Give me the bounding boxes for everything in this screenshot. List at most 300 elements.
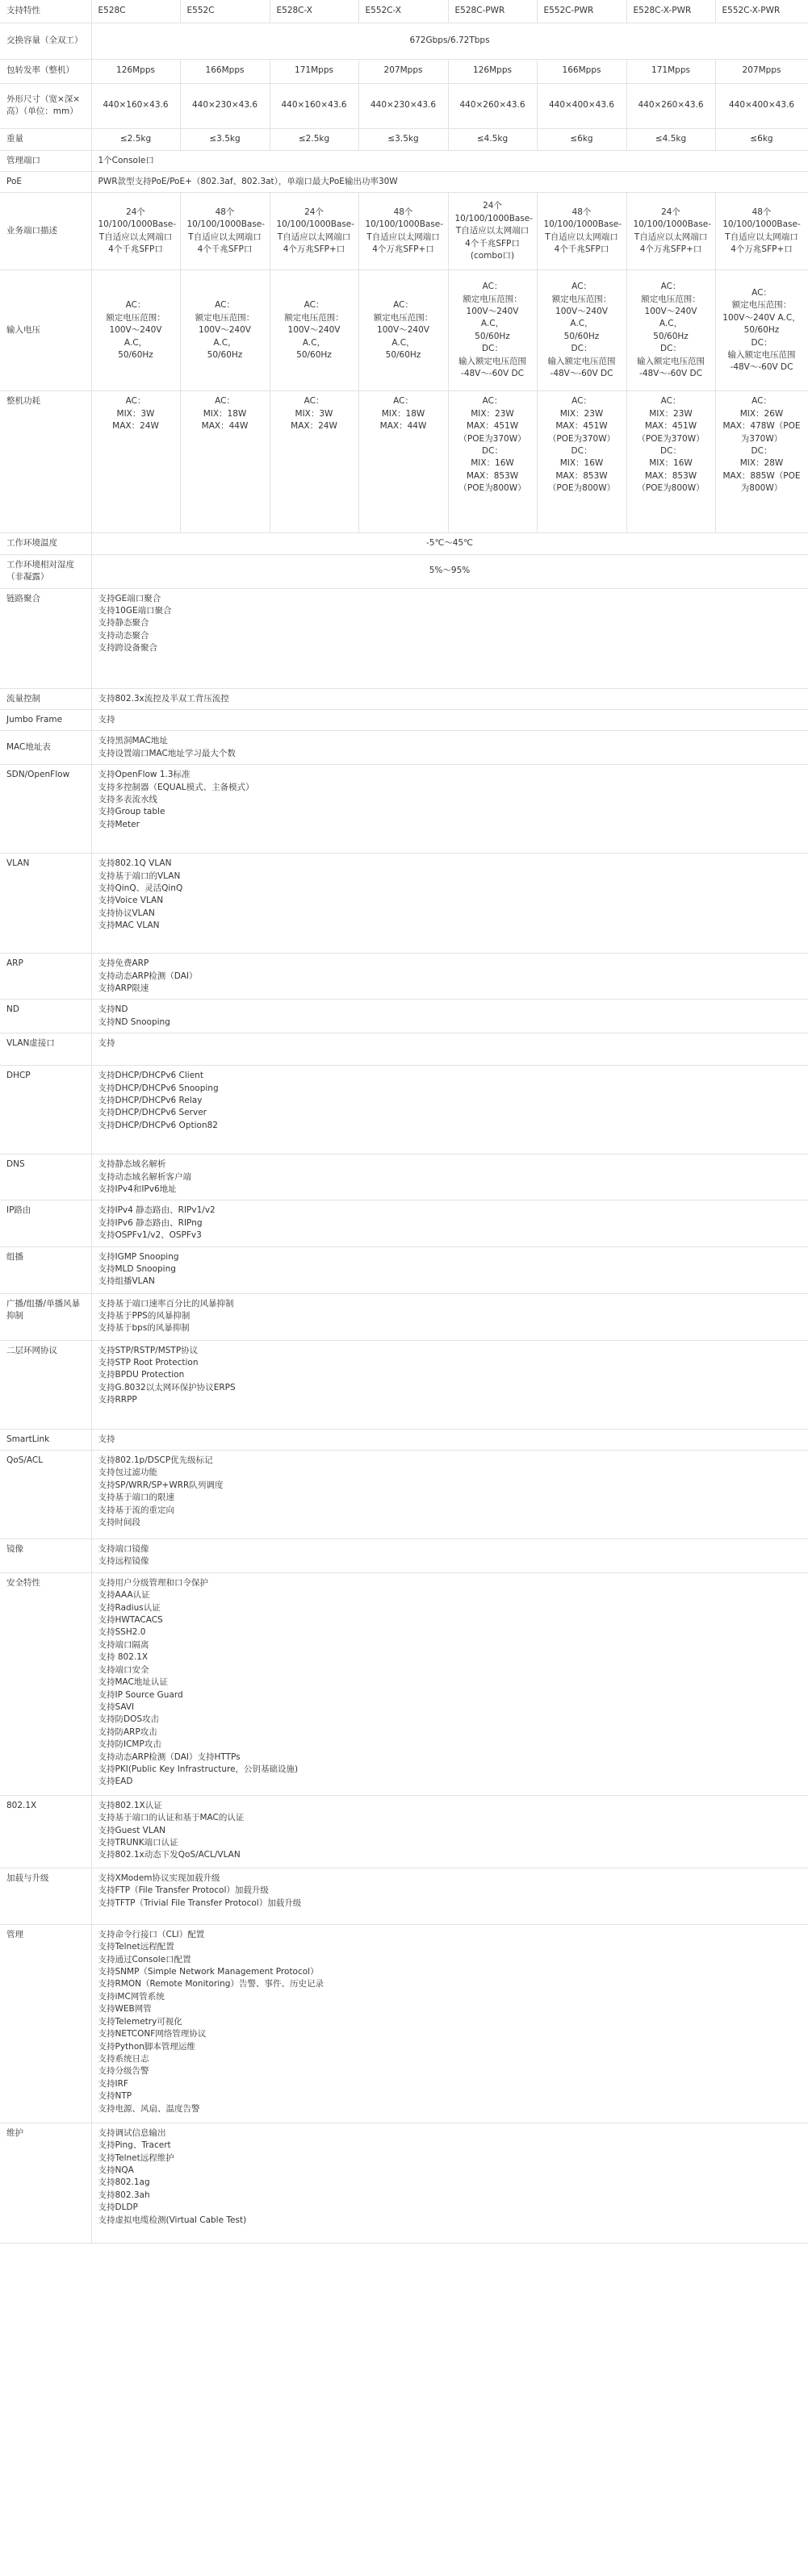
feature-item: 支持DHCP/DHCPv6 Option82 [98,1120,218,1130]
spec-row-upgrade [0,1868,808,1924]
model-value: ≤6kg [715,128,808,150]
row-label: 交换容量（全双工） [0,23,91,59]
feature-item: 支持动态ARP检测（DAI） [98,971,198,981]
model-value [715,193,808,270]
value-line: 50/60Hz [118,349,153,360]
value-line: AC： [304,396,324,407]
model-header: E528C-X-PWR [626,0,715,23]
feature-item: 支持DHCP/DHCPv6 Snooping [98,1083,219,1093]
value-line: MAX：853W（POE为800W） [458,470,526,494]
feature-item: 支持分级告警 [98,2066,149,2077]
row-label: 镜像 [0,1539,91,1573]
model-value: ≤6kg [537,128,626,150]
model-value: 440×160×43.6 [91,83,180,128]
value-line: 48个 [571,207,592,217]
value-line: 50/60Hz [563,331,600,341]
feature-item: 支持IGMP Snooping [98,1251,179,1262]
feature-item: 支持NTP [98,2091,132,2102]
feature-item: 支持静态域名解析 [98,1159,166,1170]
model-value [715,391,808,533]
feature-list [91,1924,808,2123]
feature-item: 支持Ping、Tracert [98,2140,171,2151]
spec-row-flow-ctrl [0,688,808,709]
value-line: 额定电压范围： [284,312,344,323]
feature-item: 支持Radius认证 [98,1602,161,1613]
feature-item: 支持XModem协议实现加载升级 [98,1873,220,1883]
feature-item: 支持端口镜像 [98,1544,149,1555]
feature-item: 支持EAD [98,1776,133,1787]
spec-row-dot1x [0,1795,808,1868]
value-line: AC： [215,300,235,311]
row-label: VLAN虚接口 [0,1033,91,1066]
value-line: DC： [660,445,681,456]
feature-item: 支持基于端口速率百分比的风暴抑制 [98,1298,234,1309]
row-label: 加载与升级 [0,1868,91,1924]
value-line: 50/60Hz [653,331,689,341]
value-line: 输入额定电压范围 [727,349,796,360]
value-line: 输入额定电压范围 [637,356,705,366]
model-header: E528C-X [270,0,358,23]
value-line: MAX：451W（POE为370W） [458,421,526,444]
value-line: AC： [571,396,592,407]
feature-item: 支持端口隔离 [98,1639,149,1650]
model-value [626,391,715,533]
header-row [0,0,808,23]
feature-item: 支持NETCONF网络管理协议 [98,2029,207,2040]
value-line: 10/100/1000Base-T自适应以太网端口 [276,219,355,242]
feature-list [91,854,808,954]
feature-list [91,1795,808,1868]
row-label: QoS/ACL [0,1451,91,1539]
spec-row-link-agg [0,588,808,688]
feature-list [91,1868,808,1924]
feature-item: 支持系统日志 [98,2053,149,2064]
value-line: MAX：24W [112,421,159,432]
feature-item: 支持端口安全 [98,1664,149,1675]
spec-row-l2-ring [0,1340,808,1429]
feature-item: 支持动态域名解析客户端 [98,1171,191,1182]
value-line: 50/60Hz [296,349,332,360]
feature-item: 支持组播VLAN [98,1276,155,1287]
value-line: 50/60Hz [207,349,243,360]
value-line: (combo口) [470,250,515,261]
value-line: 10/100/1000Base-T自适应以太网端口 [722,219,801,242]
row-label: 二层环网协议 [0,1340,91,1429]
value-line: AC： [751,287,772,298]
model-value: 207Mpps [358,59,448,83]
value-line: DC： [571,344,592,354]
row-label: 工作环境相对湿度（非凝露） [0,554,91,588]
feature-item: 支持QinQ、灵活QinQ [98,883,183,893]
feature-item: 支持 [98,1434,115,1444]
value-line: AC： [215,396,235,407]
feature-item: 支持Telnet远程维护 [98,2152,174,2163]
spec-row-sdn [0,765,808,854]
model-value [537,391,626,533]
spec-row-smartlink [0,1429,808,1450]
value-line: MIX：26W [739,408,784,419]
value-line: 100V～240V A.C， [199,325,251,348]
row-label: 802.1X [0,1795,91,1868]
model-value: 440×230×43.6 [358,83,448,128]
spec-row-dimensions [0,83,808,128]
feature-item: 支持SAVI [98,1701,135,1712]
feature-item: 支持时间段 [98,1518,140,1528]
feature-list [91,709,808,730]
feature-item: 支持IPv6 静态路由、RIPng [98,1217,203,1228]
spec-row-vlan [0,854,808,954]
feature-item: 支持Group table [98,807,165,817]
model-value [91,270,180,391]
value-line: 4个千兆SFP口 [465,238,520,248]
feature-item: 支持DHCP/DHCPv6 Relay [98,1096,203,1105]
spec-row-mirror [0,1539,808,1573]
spec-row-ip-routing [0,1200,808,1246]
feature-item: 支持动态ARP检测（DAI）支持HTTPs [98,1751,241,1762]
feature-list [91,1246,808,1293]
value-line: 10/100/1000Base-T自适应以太网端口 [98,219,177,242]
feature-list [91,954,808,1000]
value-line: MAX：451W（POE为370W） [547,421,616,444]
value-line: 100V～240V A.C， [377,325,429,348]
feature-list [91,2123,808,2243]
feature-item: 支持FTP（File Transfer Protocol）加载升级 [98,1885,269,1896]
feature-item: 支持AAA认证 [98,1590,150,1601]
row-label: 输入电压 [0,270,91,391]
model-value: ≤4.5kg [448,128,537,150]
model-value: 171Mpps [270,59,358,83]
spec-row-arp [0,954,808,1000]
value-line: MIX：3W [116,408,155,419]
feature-item: 支持防ICMP攻击 [98,1739,161,1750]
value-line: 100V～240V A.C， [109,325,162,348]
value-line: 50/60Hz [743,325,780,336]
model-value: ≤2.5kg [270,128,358,150]
feature-item: 1个Console口 [98,155,154,165]
spec-row-poe [0,171,808,192]
feature-list [91,171,808,192]
value-line: 额定电压范围： [551,294,612,304]
spec-row-dns [0,1154,808,1200]
feature-item: 支持ARP限速 [98,983,149,993]
row-label: 流量控制 [0,688,91,709]
value-line: MIX：23W [649,408,693,419]
feature-item: 支持防ARP攻击 [98,1726,157,1737]
model-value [626,270,715,391]
value-line: 48个 [751,207,772,217]
value-line: -48V～-60V DC [639,369,702,379]
model-value: 440×400×43.6 [537,83,626,128]
value-line: AC： [660,282,681,292]
value-line: 100V～240V A.C， [555,307,608,329]
value-line: AC： [571,282,592,292]
value-line: -48V～-60V DC [461,369,524,379]
model-value: ≤4.5kg [626,128,715,150]
feature-item: 支持基于bps的风暴抑制 [98,1323,190,1334]
feature-list [91,588,808,688]
row-label: 整机功耗 [0,391,91,533]
feature-item: 支持调试信息输出 [98,2127,166,2138]
feature-item: 支持DLDP [98,2202,138,2213]
spec-row-service-ports [0,193,808,270]
value-line: 额定电压范围： [731,300,792,311]
value-line: 48个 [215,207,235,217]
spec-row-dhcp [0,1066,808,1154]
feature-item: 支持IPv4 静态路由、RIPv1/v2 [98,1205,216,1216]
feature-item: 支持WEB网管 [98,2004,152,2014]
spec-row-qos [0,1451,808,1539]
feature-item: 支持MAC地址认证 [98,1677,168,1688]
feature-item: 支持iMC网管系统 [98,1991,165,2002]
row-label: 管理 [0,1924,91,2123]
value-line: 4个万兆SFP+口 [283,244,345,255]
feature-list [91,731,808,765]
value-line: MAX：44W [379,421,427,432]
model-value [270,193,358,270]
feature-item: 支持STP Root Protection [98,1358,199,1368]
value-line: 50/60Hz [385,349,421,360]
value-line: 24个 [661,207,680,217]
feature-item: 支持静态聚合 [98,618,149,628]
row-label: 工作环境温度 [0,533,91,554]
value-line: MIX：28W [739,458,784,469]
feature-item: 支持Meter [98,819,140,829]
row-label: 外形尺寸（宽×深×高）（单位：mm） [0,83,91,128]
value-line: 4个万兆SFP+口 [372,244,434,255]
row-label: IP路由 [0,1200,91,1246]
model-value: 126Mpps [91,59,180,83]
model-value [358,391,448,533]
spec-row-storm [0,1293,808,1340]
row-label: 维护 [0,2123,91,2243]
model-value [537,270,626,391]
feature-item: 支持基于端口的认证和基于MAC的认证 [98,1813,245,1823]
feature-item: 支持 [98,1038,115,1049]
spec-row-input-voltage [0,270,808,391]
value-line: 100V～240V A.C， [287,325,341,348]
feature-list [91,1066,808,1154]
spec-row-switching-capacity [0,23,808,59]
value-line: 50/60Hz [475,331,510,341]
feature-list [91,1539,808,1573]
value-line: MIX：23W [471,408,514,419]
value-line: 100V～240V A.C， [722,312,801,323]
model-value: 166Mpps [180,59,270,83]
value-line: 4个万兆SFP+口 [731,244,793,255]
spec-row-multicast [0,1246,808,1293]
value-line: MIX：3W [295,408,333,419]
value-line: AC： [482,396,503,407]
value-line: MIX：16W [559,458,604,469]
feature-item: 支持多表流水线 [98,794,157,804]
value-line: DC： [751,337,772,348]
feature-item: 支持基于端口的限速 [98,1493,174,1503]
model-value [448,391,537,533]
feature-item: 支持STP/RSTP/MSTP协议 [98,1345,199,1355]
feature-item: 支持包过滤功能 [98,1468,157,1478]
feature-item: 支持通过Console口配置 [98,1954,191,1964]
model-value: 440×260×43.6 [448,83,537,128]
feature-list [91,1000,808,1033]
feature-item: 支持PKI(Public Key Infrastructure，公钥基础设施) [98,1764,299,1774]
feature-item: 支持动态聚合 [98,630,149,641]
value-line: 10/100/1000Base-T自适应以太网端口 [365,219,444,242]
feature-item: 支持IRF [98,2078,128,2089]
value-line: 4个万兆SFP+口 [639,244,702,255]
model-value [537,193,626,270]
feature-item: 支持防DOS攻击 [98,1714,160,1725]
merged-value: 5%～95% [91,554,808,588]
model-value [448,270,537,391]
model-header: E528C-PWR [448,0,537,23]
value-line: AC： [125,300,146,311]
feature-item: 支持802.1ag [98,2177,150,2188]
feature-item: 支持802.1Q VLAN [98,858,172,869]
spec-row-mgmt-port [0,150,808,171]
value-line: AC： [482,282,503,292]
model-header: E552C-X-PWR [715,0,808,23]
feature-item: 支持ND Snooping [98,1017,170,1027]
row-label: PoE [0,171,91,192]
model-value: ≤3.5kg [180,128,270,150]
feature-item: 支持Python脚本管理运维 [98,2041,195,2052]
row-label: DHCP [0,1066,91,1154]
model-value [626,193,715,270]
value-line: MAX：853W（POE为800W） [637,470,705,494]
feature-item: 支持 802.1X [98,1652,149,1663]
feature-item: 支持跨设备聚合 [98,643,157,653]
feature-item: 支持基于PPS的风暴抑制 [98,1311,190,1321]
spec-row-forwarding-rate [0,59,808,83]
feature-item: 支持SNMP（Simple Network Management Protocol） [98,1967,319,1977]
feature-item: 支持10GE端口聚合 [98,605,172,616]
value-line: 10/100/1000Base-T自适应以太网端口 [186,219,266,242]
feature-item: 支持MLD Snooping [98,1264,176,1275]
feature-list [91,1572,808,1795]
feature-item: 支持HWTACACS [98,1615,163,1626]
feature-item: 支持命令行接口（CLI）配置 [98,1929,205,1939]
feature-item: 支持MAC VLAN [98,921,160,931]
feature-item: 支持协议VLAN [98,908,155,918]
value-line: 24个 [126,207,145,217]
value-line: 额定电压范围： [373,312,433,323]
merged-value: 672Gbps/6.72Tbps [91,23,808,59]
feature-list [91,1293,808,1340]
feature-item: 支持Telemetry可视化 [98,2016,182,2027]
feature-item: 支持免费ARP [98,958,149,969]
value-line: 额定电压范围： [463,294,522,304]
value-line: MAX：478W（POE为370W） [722,421,801,444]
model-value: ≤2.5kg [91,128,180,150]
feature-list [91,1429,808,1450]
feature-item: 支持Voice VLAN [98,896,164,906]
model-value [180,270,270,391]
feature-item: 支持G.8032以太网环保护协议ERPS [98,1382,236,1392]
model-value: 440×400×43.6 [715,83,808,128]
row-label: 重量 [0,128,91,150]
feature-item: 支持NQA [98,2165,134,2176]
value-line: AC： [660,396,681,407]
feature-item: 支持ND [98,1004,128,1015]
feature-item: 支持 [98,714,115,724]
value-line: AC： [393,300,413,311]
feature-item: 支持BPDU Protection [98,1370,185,1380]
value-line: 10/100/1000Base-T自适应以太网端口 [543,219,622,242]
header-label: 支持特性 [0,0,91,23]
feature-list [91,1340,808,1429]
value-line: AC： [304,300,324,311]
feature-item: 支持远程镜像 [98,1556,149,1567]
feature-item: PWR款型支持PoE/PoE+（802.3af、802.3at），单端口最大PoE输出功率30W [98,176,398,186]
row-label: 链路聚合 [0,588,91,688]
model-value [448,193,537,270]
model-value [91,391,180,533]
value-line: AC： [751,396,772,407]
model-value: 171Mpps [626,59,715,83]
row-label: MAC地址表 [0,731,91,765]
feature-item: 支持电源、风扇、温度告警 [98,2103,200,2114]
spec-row-op-humidity [0,554,808,588]
spec-row-nd [0,1000,808,1033]
value-line: MAX：24W [291,421,337,432]
feature-item: 支持802.1X认证 [98,1800,162,1810]
feature-item: 支持RRPP [98,1395,137,1405]
value-line: MIX：16W [471,458,514,469]
row-label: SmartLink [0,1429,91,1450]
row-label: ARP [0,954,91,1000]
spec-row-mac [0,731,808,765]
merged-value: -5℃～45℃ [91,533,808,554]
feature-item: 支持RMON（Remote Monitoring）告警、事件、历史记录 [98,1979,324,1989]
model-value [358,270,448,391]
feature-item: 支持Telnet远程配置 [98,1942,174,1952]
feature-item: 支持GE端口聚合 [98,593,161,603]
feature-item: 支持802.1x动态下发QoS/ACL/VLAN [98,1850,241,1860]
value-line: MAX：44W [201,421,249,432]
model-value: 440×260×43.6 [626,83,715,128]
value-line: 100V～240V A.C， [644,307,697,329]
model-value [180,391,270,533]
value-line: DC： [751,445,772,456]
value-line: 4个千兆SFP口 [554,244,609,255]
feature-item: 支持虚拟电缆检测(Virtual Cable Test) [98,2215,247,2225]
row-label: 包转发率（整机） [0,59,91,83]
row-label: 安全特性 [0,1572,91,1795]
model-value: ≤3.5kg [358,128,448,150]
value-line: DC： [660,344,681,354]
value-line: MAX：853W（POE为800W） [547,470,616,494]
feature-item: 支持Guest VLAN [98,1825,165,1835]
model-value: 207Mpps [715,59,808,83]
value-line: -48V～-60V DC [730,362,793,373]
feature-item: 支持设置端口MAC地址学习最大个数 [98,748,236,758]
model-value: 440×160×43.6 [270,83,358,128]
value-line: MIX：23W [559,408,604,419]
feature-item: 支持802.3x流控及半双工背压流控 [98,693,229,703]
feature-item: 支持基于流的重定向 [98,1505,174,1515]
value-line: MAX：885W（POE为800W） [722,470,801,494]
feature-list [91,1154,808,1200]
value-line: -48V～-60V DC [550,369,613,379]
spec-row-weight [0,128,808,150]
spec-row-security [0,1572,808,1795]
spec-row-power [0,391,808,533]
value-line: DC： [482,445,503,456]
model-value: 166Mpps [537,59,626,83]
feature-list [91,1451,808,1539]
row-label: SDN/OpenFlow [0,765,91,854]
model-value [180,193,270,270]
